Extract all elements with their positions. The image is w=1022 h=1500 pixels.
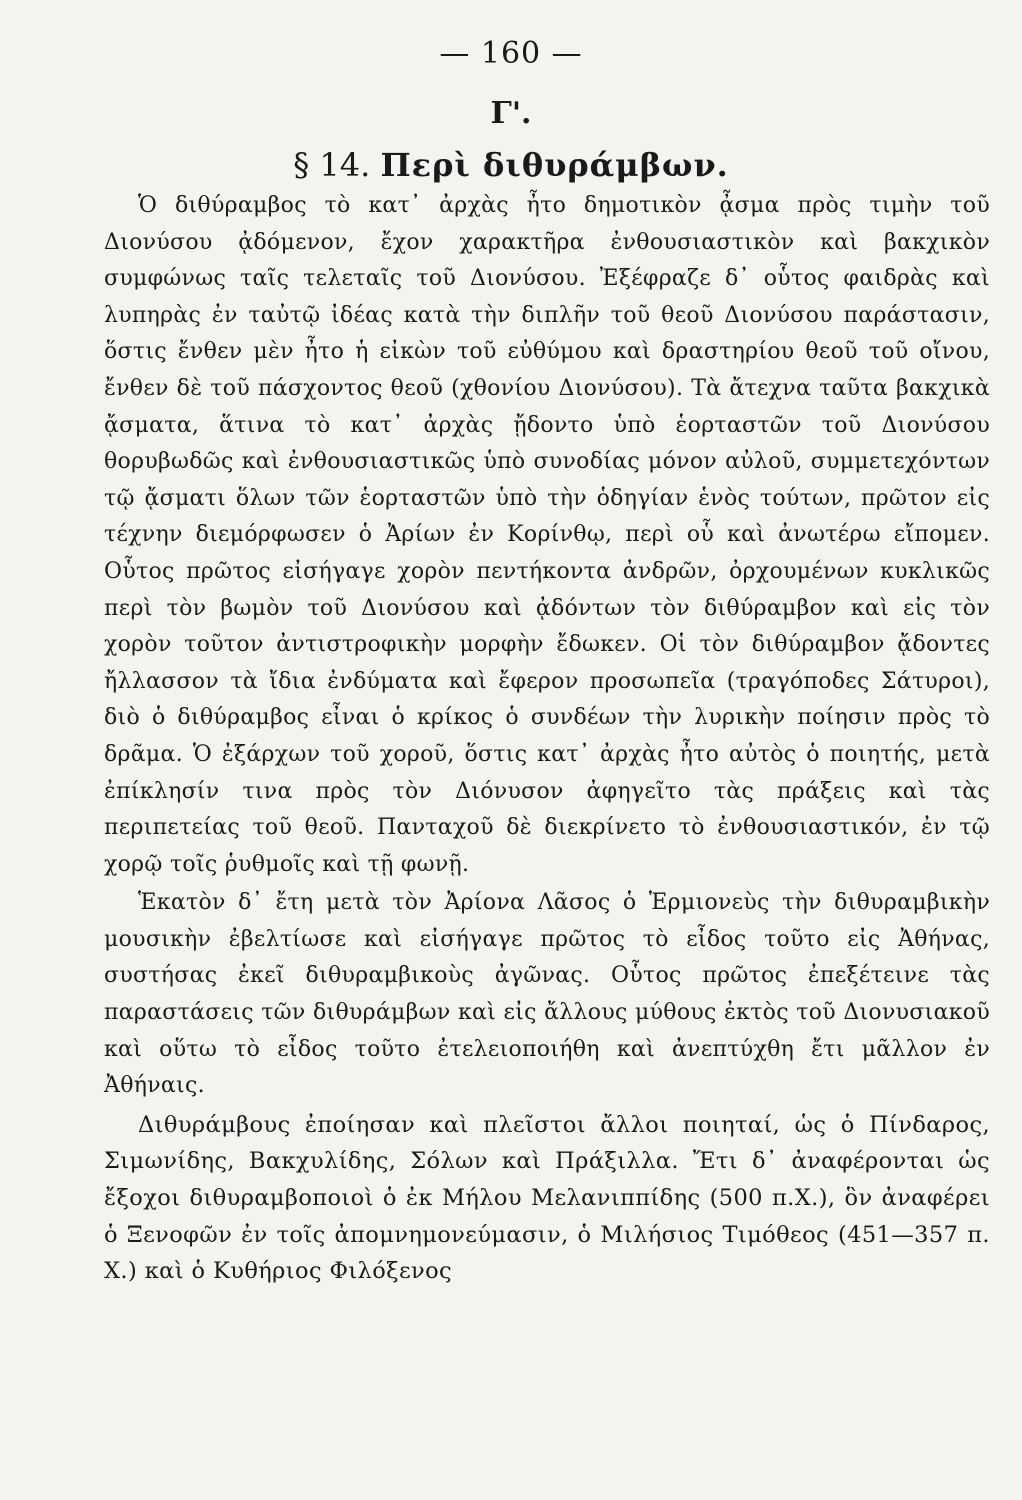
section-number: § 14.: [293, 146, 371, 184]
section-letter: Γ'.: [490, 96, 532, 131]
body-text: [104, 188, 990, 1290]
section-title: Περὶ διθυράμβων.: [380, 146, 729, 184]
paragraph-2: Ἑκατὸν δ᾽ ἔτη μετὰ τὸν Ἀρίονα Λᾶσος ὁ Ἑρμιονεὺς τὴν διθυραμβικὴν μουσικὴν ἐβελτίωσε καὶ εἰσήγαγε πρῶτος τὸ εἶδος τοῦτο εἰς Ἀθήνας, συστήσας ἐκεῖ διθυραμβικοὺς ἀγῶνας. Οὗτος πρῶτος ἐπεξέτεινε τὰς παραστάσεις τῶν διθυράμβων καὶ εἰς ἄλλους μύθους ἐκτὸς τοῦ Διονυσιακοῦ καὶ οὕτω τὸ εἶδος τοῦτο ἐτελειοποιήθη καὶ ἀνεπτύχθη ἔτι μᾶλλον ἐν Ἀθήναις.: [104, 890, 990, 1099]
page-number: — 160 —: [439, 36, 583, 71]
section-heading: [0, 146, 1022, 184]
paragraph-1: Ὁ διθύραμβος τὸ κατ᾽ ἀρχὰς ἦτο δημοτικὸν ᾆσμα πρὸς τιμὴν τοῦ Διονύσου ᾀδόμενον, ἔχον χαρακτῆρα ἐνθουσιαστικὸν καὶ βακχικὸν συμφώνως ταῖς τελεταῖς τοῦ Διονύσου. Ἐξέφραζε δ᾽ οὗτος φαιδρὰς καὶ λυπηρὰς ἐν ταὐτῷ ἰδέας κατὰ τὴν διπλῆν τοῦ θεοῦ Διονύσου παράστασιν, ὅστις ἔνθεν μὲν ἦτο ἡ εἰκὼν τοῦ εὐθύμου καὶ δραστηρίου θεοῦ τοῦ οἴνου, ἔνθεν δὲ τοῦ πάσχοντος θεοῦ (χθονίου Διονύσου). Τὰ ἄτεχνα ταῦτα βακχικὰ ᾄσματα, ἅτινα τὸ κατ᾽ ἀρχὰς ᾔδοντο ὑπὸ ἑορταστῶν τοῦ Διονύσου θορυβωδῶς καὶ ἐνθουσιαστικῶς ὑπὸ συνοδίας μόνον αὐλοῦ, συμμετεχόντων τῷ ᾄσματι ὅλων τῶν ἑορταστῶν ὑπὸ τὴν ὁδηγίαν ἑνὸς τούτων, πρῶτον εἰς τέχνην διεμόρφωσεν ὁ Ἀρίων ἐν Κορίνθῳ, περὶ οὗ καὶ ἀνωτέρω εἴπομεν. Οὗτος πρῶτος εἰσήγαγε χορὸν πεντήκοντα ἀνδρῶν, ὀρχουμένων κυκλικῶς περὶ τὸν βωμὸν τοῦ Διονύσου καὶ ᾀδόντων τὸν διθύραμβον καὶ εἰς τὸν χορὸν τοῦτον ἀντιστροφικὴν μορφὴν ἔδωκεν. Οἱ τὸν διθύραμβον ᾄδοντες ἤλλασσον τὰ ἴδια ἐνδύματα καὶ ἔφερον προσωπεῖα (τραγόποδες Σάτυροι), διὸ ὁ διθύραμβος εἶναι ὁ κρίκος ὁ συνδέων τὴν λυρικὴν ποίησιν πρὸς τὸ δρᾶμα. Ὁ ἐξάρχων τοῦ χοροῦ, ὅστις κατ᾽ ἀρχὰς ἦτο αὐτὸς ὁ ποιητής, μετὰ ἐπίκλησίν τινα πρὸς τὸν Διόνυσον ἀφηγεῖτο τὰς πράξεις καὶ τὰς περιπετείας τοῦ θεοῦ. Πανταχοῦ δὲ διεκρίνετο τὸ ἐνθουσιαστικόν, ἐν τῷ χορῷ τοῖς ῥυθμοῖς καὶ τῇ φωνῇ.: [104, 193, 990, 877]
paragraph-3: Διθυράμβους ἐποίησαν καὶ πλεῖστοι ἄλλοι ποιηταί, ὡς ὁ Πίνδαρος, Σιμωνίδης, Βακχυλίδης, Σόλων καὶ Πράξιλλα. Ἔτι δ᾽ ἀναφέρονται ὡς ἔξοχοι διθυραμβοποιοὶ ὁ ἐκ Μήλου Μελανιππίδης (500 π.Χ.), ὃν ἀναφέρει ὁ Ξενοφῶν ἐν τοῖς ἀπομνημονεύμασιν, ὁ Μιλήσιος Τιμόθεος (451—357 π. Χ.) καὶ ὁ Κυθήριος Φιλόξενος: [104, 1111, 990, 1285]
